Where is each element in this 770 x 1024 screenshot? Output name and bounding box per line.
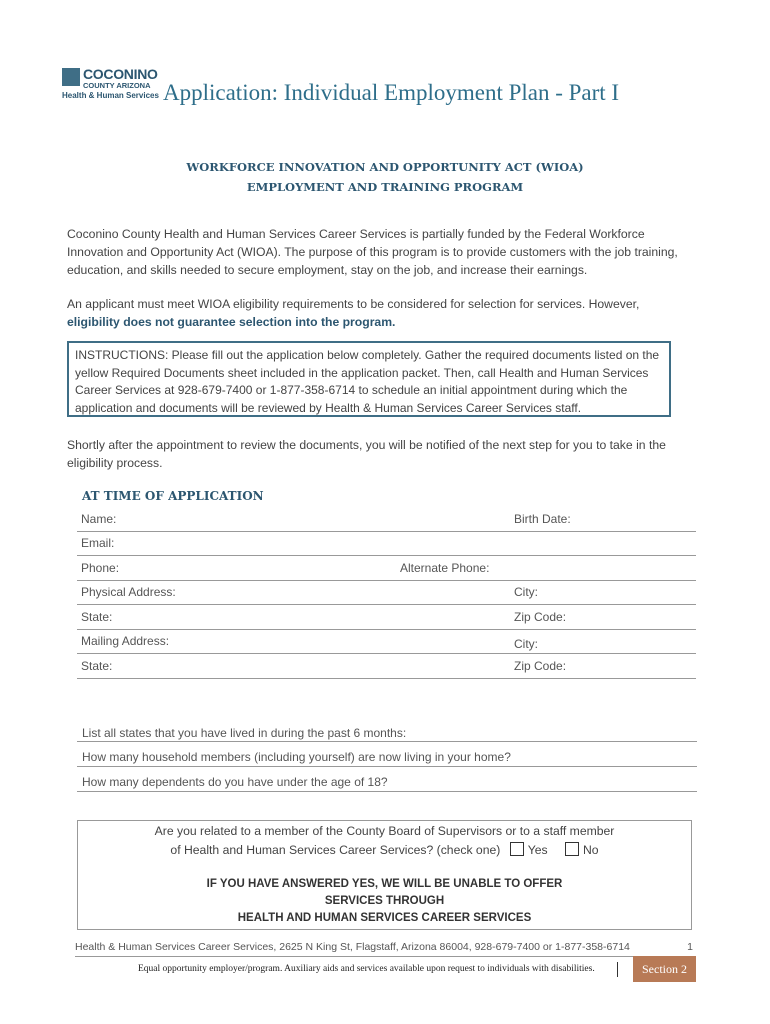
question-household[interactable] [77,742,697,767]
eligibility-paragraph [67,295,687,331]
name-field[interactable]: Name: [81,512,117,526]
footer-bar [617,962,618,977]
county-logo [62,66,159,104]
row-name [77,507,696,532]
row-state-1 [77,605,696,630]
section-title: AT TIME OF APPLICATION [82,489,264,503]
equal-opportunity-note: Equal opportunity employer/program. Auxiliary aids and services available upon request to individuals with disabilities. [138,964,595,974]
footer-address: Health & Human Services Career Services, 2625 N King St, Flagstaff, Arizona 86004, 928-679-7400 or 1-877-358-6714 [75,941,630,953]
row-phone [77,556,696,581]
heading-program: EMPLOYMENT AND TRAINING PROGRAM [246,180,524,194]
yes-label: Yes [527,843,548,857]
eligibility-text: An applicant must meet WIOA eligibility requirements to be considered for selection for services. However, [67,297,640,311]
footer-divider [75,956,695,957]
alt-phone-field[interactable]: Alternate Phone: [400,561,490,575]
logo-mark-icon [62,68,80,86]
row-physical-address [77,580,696,605]
page-number: 1 [687,941,693,953]
question-dependents-label: How many dependents do you have under the age of 18? [82,775,388,789]
question-dependents[interactable] [77,767,697,792]
state-field-2[interactable]: State: [81,659,113,673]
after-paragraph: Shortly after the appointment to review the documents, you will be notified of the next step for you to take in the eligibility process. [67,438,666,470]
city-field-2[interactable]: City: [514,637,538,651]
instructions-box: INSTRUCTIONS: Please fill out the application below completely. Gather the required documents listed on the yellow Required Documents sheet included in the application packet. Then, call Health and Human Services Career Services at 928-679-7400 or 1-877-358-6714 to schedule an initial appointment during which the application and documents will be reviewed by Health & Human Services Career Services staff. [67,341,671,417]
physical-address-field[interactable]: Physical Address: [81,585,176,599]
zip-field-1[interactable]: Zip Code: [514,610,567,624]
row-state-2 [77,654,696,679]
heading-wioa: WORKFORCE INNOVATION AND OPPORTUNITY ACT (WIOA) [186,160,584,174]
related-line1: Are you related to a member of the County Board of Supervisors or to a staff member [154,824,615,838]
zip-field-2[interactable]: Zip Code: [514,659,567,673]
related-line2: of Health and Human Services Career Services? (check one) [170,843,501,857]
warning-line2: SERVICES THROUGH [324,895,445,907]
eligibility-bold: eligibility does not guarantee selection into the program. [67,315,396,329]
warning-line1: IF YOU HAVE ANSWERED YES, WE WILL BE UNABLE TO OFFER [206,878,563,890]
no-label: No [582,843,599,857]
warning-line3: HEALTH AND HUMAN SERVICES CAREER SERVICES [237,912,532,924]
logo-line3: Health & Human Services [62,91,159,100]
state-field-1[interactable]: State: [81,610,113,624]
intro-paragraph: Coconino County Health and Human Services Career Services is partially funded by the Federal Workforce Innovation and Opportunity Act (WIOA). The purpose of this program is to provide customers with the job training, education, and skills needed to secure employment, stay on the job, and increase their earnings. [67,227,678,277]
question-states[interactable] [77,717,697,742]
section-badge: Section 2 [633,956,696,982]
logo-line2: COUNTY ARIZONA [83,81,151,90]
related-line2-row [78,842,691,857]
city-field-1[interactable]: City: [514,585,538,599]
no-checkbox[interactable] [565,842,579,856]
question-states-label: List all states that you have lived in during the past 6 months: [82,726,407,740]
page-title: Application: Individual Employment Plan - Part I [163,80,620,105]
row-email [77,531,696,556]
logo-line1: COCONINO [83,66,158,82]
question-household-label: How many household members (including yourself) are now living in your home? [82,750,511,764]
mailing-address-field[interactable]: Mailing Address: [81,634,170,648]
phone-field[interactable]: Phone: [81,561,120,575]
row-mailing-address [77,629,696,654]
birth-date-field[interactable]: Birth Date: [514,512,571,526]
email-field[interactable]: Email: [81,536,115,550]
yes-checkbox[interactable] [510,842,524,856]
related-question-box [77,820,692,930]
footer-address-row [75,941,695,953]
